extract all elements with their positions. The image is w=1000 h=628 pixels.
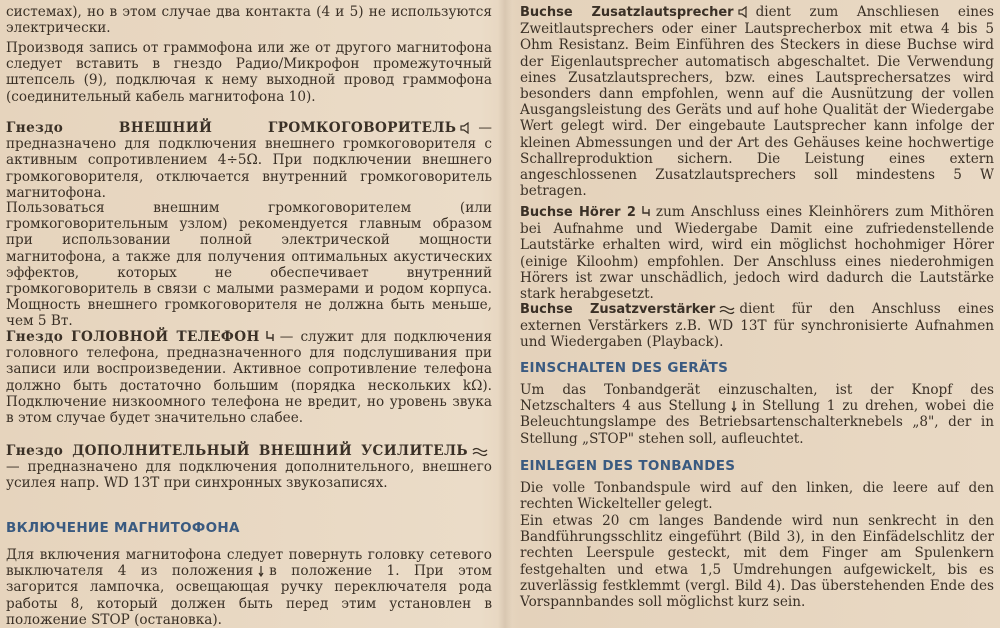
- text-zusatzlautsprecher: dient zum Anschliesen eines Zweitlautsprechers oder einer Lautsprecherbox mit etwa 4 bis 5 Ohm Resistanz. Beim Einführen des Steckers in diese Buchse wird der Eigenlautsprecher automatisch abgeschaltet. Die Verwendung eines Zusatzlautsprechers, bzw. eines Lautsprechersatzes wird besonders dann empfohlen, wenn auf die Ausnützung der vollen Ausgangsleistung des Geräts und auf hohe Qualität der Wiedergabe Wert gelegt wird. Der eingebaute Lautsprecher kann infolge der kleinen Abmessungen und der Art des Gehäuses keine hochwertige Schallreproduktion sichern. Die Leistung eines extern angeschlossenen Zusatzlautsprechers soll mindestens 5 W betragen.: [520, 4, 994, 200]
- german-column: [520, 0, 994, 628]
- paragraph-power-on: Для включения магнитофона следует повернуть головку сетевого выключателя 4 из положения в положение 1. При этом загорится лампочка, освещающая ручку переключателя рода работы 8, который должен быть перед этим установлен в положение STOP (остановка).: [6, 547, 492, 628]
- paragraph-spule: Die volle Tonbandspule wird auf den linken, die leere auf den rechten Wickelteller gelegt.: [520, 480, 994, 513]
- paragraph-gramophone: Производя запись от граммофона или же от другого магнитофона следует вставить в гнездо Радио/Микрофон промежуточный штепсель (9), подключая к нему выходной провод граммофона (соединительный кабель магнитофона 10).: [6, 40, 492, 105]
- paragraph-einschalten: Um das Tonbandgerät einzuschalten, ist der Knopf des Netzschalters 4 aus Stellung in Stellung 1 zu drehen, wobei die Beleuchtungslampe des Betriebsartenschalterknebels „8", der in Stellung „STOP" stehen soll, aufleuchtet.: [520, 382, 994, 447]
- section-headphone: [6, 329, 492, 426]
- text-headphone: — служит для подключения головного телефона, предназначенного для подслушивания при записи или воспроизведении. Активное сопротивление телефона должно быть достаточно большим (порядка нескольких kΩ). Подключение низкоомного телефона не вредит, но уровень звука в этом случае будет значительно слабее.: [6, 329, 492, 427]
- heading-zusatzlautsprecher: Buchse Zusatzlautsprecher: [520, 5, 734, 20]
- approx-amplifier-icon: [472, 447, 488, 457]
- russian-column: [6, 0, 492, 628]
- section-amplifier: [6, 443, 492, 492]
- section-title-einschalten: EINSCHALTEN DES GERÄTS: [520, 360, 729, 376]
- paragraph-bandende: Ein etwas 20 cm langes Bandende wird nun senkrecht in den Bandführungsschlitz eingeführt (Bild 3), in den Einfädelschlitz der rechten Leerspule gesteckt, mit dem Finger am Spulenkern festgehalten und etwa 1,5 Umdrehungen aufgewickelt, bis es zuverlässig festklemmt (vergl. Bild 4). Das überstehenden Ende des Vorspannbandes soll möglichst kurz sein.: [520, 513, 994, 611]
- section-title-power-on: ВКЛЮЧЕНИЕ МАГНИТОФОНА: [6, 520, 240, 536]
- speaker-icon: [738, 6, 752, 18]
- switch-off-position-icon: [257, 565, 265, 577]
- paragraph-contacts: системах), но в этом случае два контакта (4 и 5) не используются электрически.: [6, 4, 492, 37]
- headphone-jack-icon: [640, 204, 652, 218]
- section-title-tonband: EINLEGEN DES TONBANDES: [520, 458, 736, 474]
- text-amplifier: — предназначено для подключения дополнительного, внешнего усилея напр. WD 13T при синхронных звукозаписях.: [6, 459, 492, 492]
- approx-amplifier-icon: [719, 305, 735, 315]
- heading-external-speaker: Гнездо ВНЕШНИЙ ГРОМКОГОВОРИТЕЛЬ: [6, 120, 457, 136]
- speaker-icon: [460, 122, 474, 134]
- section-hoerer: [520, 204, 994, 302]
- heading-zusatzverstaerker: Buchse Zusatzverstärker: [520, 302, 716, 317]
- page-fold-shadow: [498, 0, 512, 628]
- section-zusatzverstaerker: [520, 301, 994, 351]
- heading-hoerer: Buchse Hörer 2: [520, 205, 636, 220]
- section-external-speaker: [6, 120, 492, 201]
- switch-off-position-icon: [730, 400, 738, 412]
- text-hoerer: zum Anschluss eines Kleinhörers zum Mithören bei Aufnahme und Wiedergabe Damit eine zufriedenstellende Lautstärke erhalten wird, wird ein möglichst hochohmiger Hörer (einige Kiloohm) empfohlen. Der Anschluss eines niederohmigen Hörers ist zwar unschädlich, jedoch wird dadurch die Lautstärke stark herabgesetzt.: [520, 204, 995, 303]
- text-external-speaker: — предназначено для подключения внешнего громкоговорителя с активным сопротивлением 4÷5Ω. При подключении внешнего громкоговорителя, отключается внутренний громкоговоритель магнитофона.: [6, 120, 492, 201]
- heading-headphone: Гнездо ГОЛОВНОЙ ТЕЛЕФОН: [6, 329, 260, 345]
- paragraph-speaker-usage: Пользоваться внешним громкоговорителем (или громкоговорительным узлом) рекомендуется главным образом при использовании полной электрической мощности магнитофона, а также для получения оптимальных акустических эффектов, которых не обеспечивает внутренний громкоговоритель в связи с малыми размерами и родом корпуса. Мощность внешнего громкоговорителя не должна быть меньше, чем 5 Вт.: [6, 200, 492, 330]
- headphone-jack-icon: [264, 329, 276, 343]
- heading-amplifier: Гнездо ДОПОЛНИТЕЛЬНЫЙ ВНЕШНИЙ УСИЛИТЕЛЬ: [6, 443, 468, 459]
- text-zusatzverstaerker: dient für den Anschluss eines externen Verstärkers z.B. WD 13T für synchronisierte Aufnahmen und Wiedergaben (Playback).: [520, 301, 994, 351]
- section-zusatzlautsprecher: [520, 4, 994, 199]
